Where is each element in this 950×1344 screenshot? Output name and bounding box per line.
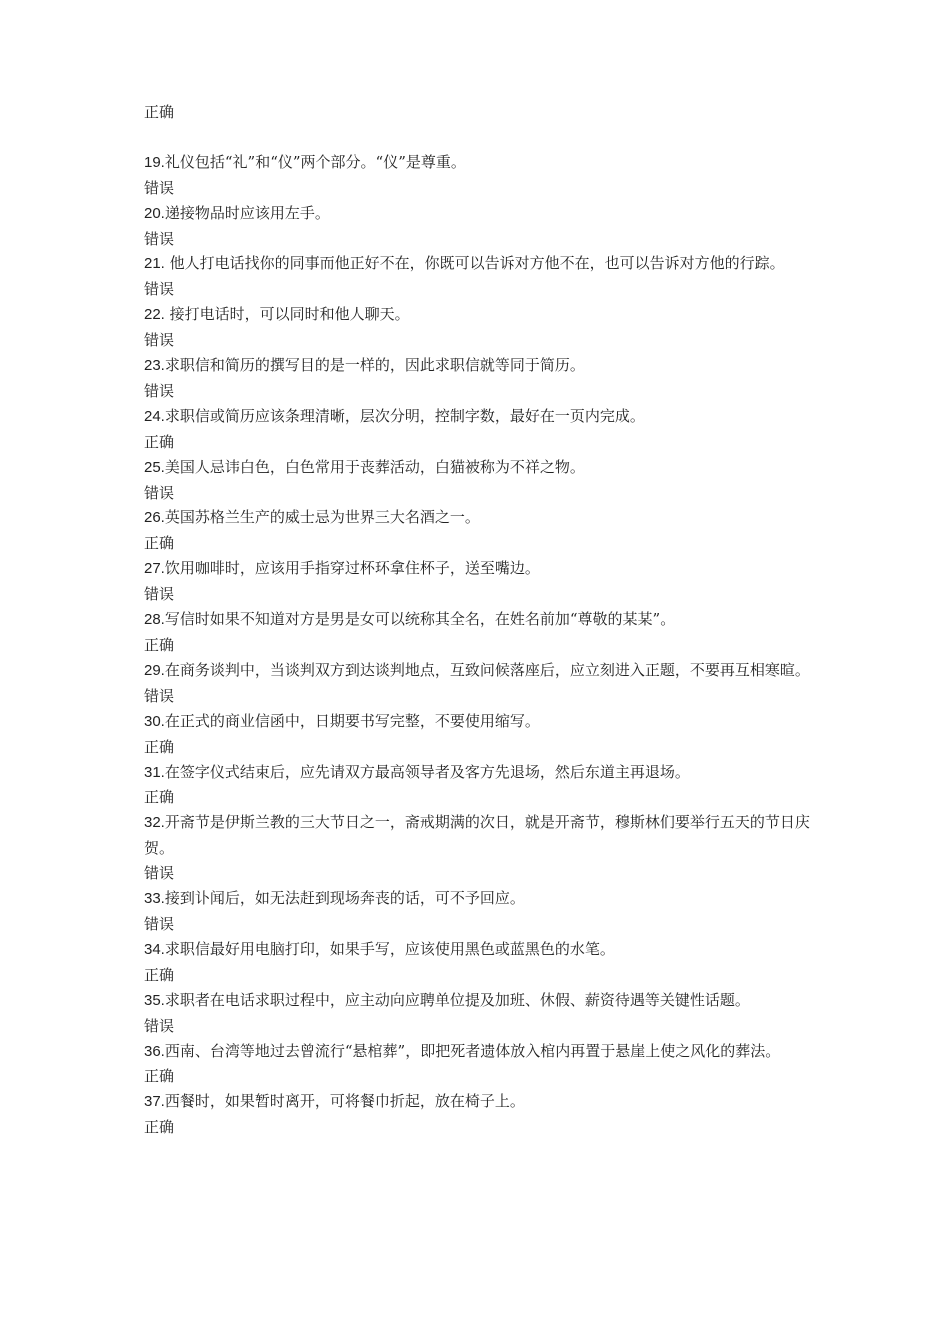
question-item	[144, 556, 810, 582]
answer-text: 错误	[144, 331, 175, 350]
answer-text: 错误	[144, 585, 175, 604]
question-number: 36.	[144, 1042, 165, 1060]
question-item	[144, 886, 810, 912]
answer-text: 错误	[144, 914, 175, 933]
question-item	[144, 1039, 810, 1065]
answer-text: 正确	[144, 737, 175, 756]
answer-text: 错误	[144, 229, 175, 248]
question-text: 在正式的商业信函中，日期要书写完整，不要使用缩写。	[164, 711, 540, 730]
question-text: 美国人忌讳白色，白色常用于丧葬活动，白猫被称为不祥之物。	[164, 457, 585, 476]
question-number: 22.	[144, 306, 165, 324]
question-text: 求职者在电话求职过程中，应主动向应聘单位提及加班、休假、薪资待遇等关键性话题。	[164, 990, 750, 1009]
answer-text: 错误	[144, 1016, 175, 1035]
question-text: 求职信或简历应该条理清晰，层次分明，控制字数，最好在一页内完成。	[164, 406, 645, 425]
answer-text: 错误	[144, 381, 175, 400]
answer-text: 错误	[144, 686, 175, 705]
question-text: 求职信和简历的撰写目的是一样的，因此求职信就等同于简历。	[164, 356, 585, 375]
question-item	[144, 607, 810, 633]
question-text: 礼仪包括“礼”和“仪”两个部分。“仪”是尊重。	[164, 152, 466, 171]
answer-text: 正确	[144, 1067, 175, 1086]
answer-text: 错误	[144, 280, 175, 299]
question-number: 19.	[144, 153, 165, 171]
question-number: 29.	[144, 661, 165, 679]
question-text: 在商务谈判中，当谈判双方到达谈判地点，互致问候落座后，应立刻进入正题，不要再互相寒暄。	[164, 660, 810, 679]
answer-text: 正确	[144, 788, 175, 807]
answer-text: 正确	[144, 636, 175, 655]
question-text: 接到讣闻后，如无法赶到现场奔丧的话，可不予回应。	[164, 889, 525, 908]
answer-text: 错误	[144, 483, 175, 502]
question-item	[144, 937, 810, 963]
question-item	[144, 455, 810, 481]
question-number: 34.	[144, 940, 165, 958]
question-number: 25.	[144, 458, 165, 476]
question-number: 35.	[144, 991, 165, 1009]
question-number: 37.	[144, 1093, 165, 1111]
question-number: 20.	[144, 204, 165, 222]
answer-text: 正确	[144, 103, 175, 121]
question-text: 在签字仪式结束后，应先请双方最高领导者及客方先退场，然后东道主再退场。	[164, 762, 690, 781]
question-number: 26.	[144, 509, 165, 527]
question-item	[144, 251, 810, 277]
question-number: 27.	[144, 560, 165, 578]
question-item	[144, 658, 810, 684]
question-item	[144, 709, 810, 735]
question-number: 30.	[144, 712, 165, 730]
question-text: 饮用咖啡时，应该用手指穿过杯环拿住杯子，送至嘴边。	[164, 559, 540, 578]
question-text: 西餐时，如果暂时离开，可将餐巾折起，放在椅子上。	[164, 1092, 525, 1111]
answer-text: 错误	[144, 864, 175, 883]
question-item	[144, 201, 810, 227]
question-number: 24.	[144, 407, 165, 425]
question-item	[144, 353, 810, 379]
question-number: 21.	[144, 255, 165, 273]
question-text: 开斋节是伊斯兰教的三大节日之一，斋戒期满的次日，就是开斋节，穆斯林们要举行五天的节日庆贺。	[144, 813, 810, 858]
question-item	[144, 988, 810, 1014]
question-item	[144, 150, 810, 176]
question-item	[144, 760, 810, 786]
question-number: 32.	[144, 814, 165, 832]
answer-text: 正确	[144, 432, 175, 451]
question-item	[144, 1089, 810, 1115]
question-text: 接打电话时，可以同时和他人聊天。	[164, 305, 410, 324]
question-item	[144, 505, 810, 531]
question-text: 他人打电话找你的同事而他正好不在，你既可以告诉对方他不在，也可以告诉对方他的行踪。	[164, 254, 785, 273]
question-text: 求职信最好用电脑打印，如果手写，应该使用黑色或蓝黑色的水笔。	[164, 939, 615, 958]
blank-line	[144, 125, 810, 150]
question-number: 33.	[144, 890, 165, 908]
question-text: 写信时如果不知道对方是男是女可以统称其全名，在姓名前加“尊敬的某某”。	[164, 610, 676, 629]
question-text: 英国苏格兰生产的威士忌为世界三大名酒之一。	[164, 508, 480, 527]
answer-text: 正确	[144, 965, 175, 984]
question-item	[144, 810, 810, 861]
question-text: 西南、台湾等地过去曾流行“悬棺葬”，即把死者遗体放入棺内再置于悬崖上使之风化的葬法。	[164, 1041, 781, 1060]
answer-text: 正确	[144, 534, 175, 553]
answer-text: 正确	[144, 1118, 175, 1137]
question-text: 递接物品时应该用左手。	[164, 203, 330, 222]
question-item	[144, 302, 810, 328]
answer-text: 错误	[144, 178, 175, 197]
question-number: 31.	[144, 763, 165, 781]
question-number: 28.	[144, 611, 165, 629]
question-item	[144, 404, 810, 430]
question-number: 23.	[144, 357, 165, 375]
question-list	[144, 100, 810, 1140]
